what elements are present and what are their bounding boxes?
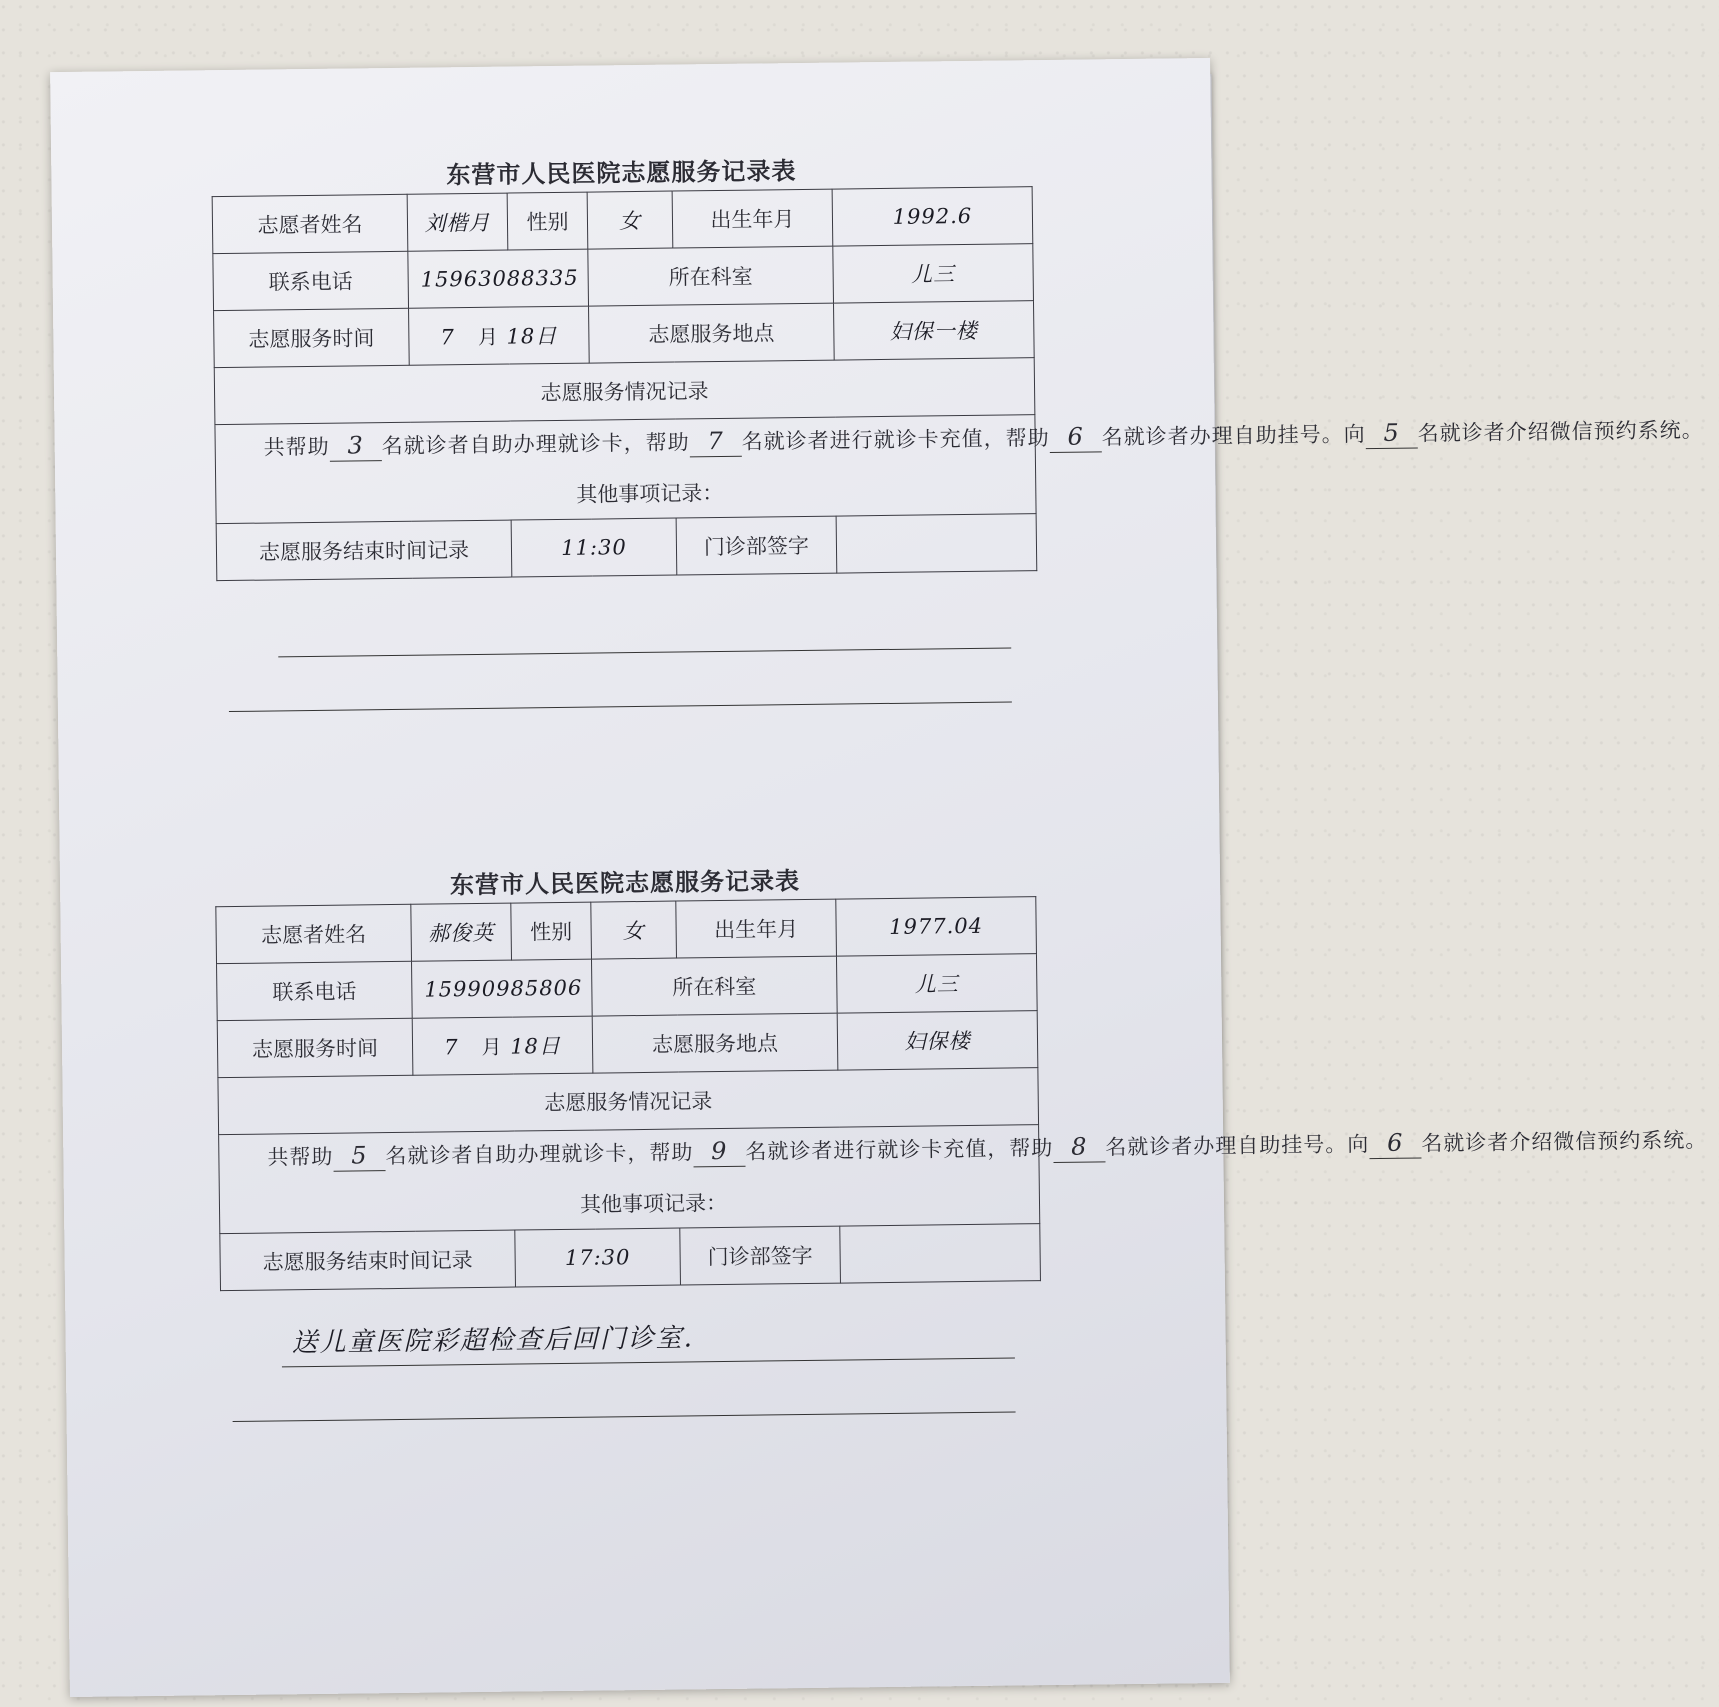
label-phone: 联系电话 <box>217 961 413 1020</box>
form-title: 东营市人民医院志愿服务记录表 <box>449 866 801 900</box>
value-name: 刘楷月 <box>407 193 508 251</box>
count-cards: 5 <box>333 1140 385 1172</box>
value-signature <box>840 1224 1041 1283</box>
service-paragraph: 共帮助 5 名就诊者自助办理就诊卡，帮助 9 名就诊者进行就诊卡充值，帮助 8 名就诊者办理自助挂号。向 6 名就诊者介绍微信预约系统。 <box>219 1125 1039 1182</box>
label-signature: 门诊部签字 <box>680 1226 841 1285</box>
section-heading: 志愿服务情况记录 <box>214 358 1035 425</box>
value-birth: 1977.04 <box>836 897 1037 956</box>
notes-line <box>229 701 1012 712</box>
label-end-time: 志愿服务结束时间记录 <box>216 520 512 581</box>
month-char: 月 <box>477 324 500 349</box>
label-gender: 性别 <box>507 192 588 250</box>
value-end-time: 17:30 <box>515 1228 681 1287</box>
label-service-place: 志愿服务地点 <box>589 303 835 363</box>
service-paragraph: 共帮助 3 名就诊者自助办理就诊卡，帮助 7 名就诊者进行就诊卡充值，帮助 6 名就诊者办理自助挂号。向 5 名就诊者介绍微信预约系统。 <box>215 415 1035 472</box>
record-form-1 <box>211 150 1704 581</box>
label-dept: 所在科室 <box>591 956 837 1016</box>
count-register: 6 <box>1049 421 1101 453</box>
value-service-time <box>409 306 590 365</box>
label-phone: 联系电话 <box>213 251 409 310</box>
value-gender: 女 <box>587 191 673 249</box>
count-wechat: 5 <box>1365 417 1417 449</box>
service-details <box>215 415 1704 524</box>
label-dept: 所在科室 <box>588 246 834 306</box>
value-dept: 儿三 <box>833 244 1034 303</box>
notes-line <box>233 1411 1016 1422</box>
form-title: 东营市人民医院志愿服务记录表 <box>446 156 797 190</box>
value-signature <box>836 514 1037 573</box>
count-cards: 3 <box>330 430 382 462</box>
count-register: 8 <box>1053 1131 1105 1163</box>
value-name: 郝俊英 <box>411 903 512 961</box>
service-day: 18日 <box>506 323 558 349</box>
value-end-time: 11:30 <box>511 518 677 577</box>
label-service-time: 志愿服务时间 <box>214 308 410 367</box>
label-name: 志愿者姓名 <box>216 904 412 963</box>
value-service-place: 妇保楼 <box>837 1011 1038 1070</box>
label-birth: 出生年月 <box>676 899 837 958</box>
value-phone: 15963088335 <box>408 249 589 308</box>
record-table <box>212 186 1704 581</box>
label-birth: 出生年月 <box>672 189 833 248</box>
service-month: 7 <box>443 1035 459 1060</box>
value-phone: 15990985806 <box>412 959 593 1018</box>
value-gender: 女 <box>591 901 677 959</box>
paper-sheet <box>50 58 1708 1697</box>
section-heading: 志愿服务情况记录 <box>218 1068 1039 1135</box>
value-service-place: 妇保一楼 <box>833 301 1034 360</box>
other-notes-label: 其他事项记录： <box>576 480 724 507</box>
count-recharge: 9 <box>693 1136 745 1168</box>
value-birth: 1992.6 <box>832 187 1033 246</box>
record-form-2 <box>215 860 1708 1359</box>
notes-line <box>278 647 1011 657</box>
label-service-place: 志愿服务地点 <box>592 1013 838 1073</box>
service-day: 18日 <box>510 1033 562 1059</box>
value-service-time <box>412 1016 593 1075</box>
other-notes-text: 送儿童医院彩超检查后回门诊室. <box>291 1323 695 1359</box>
count-wechat: 6 <box>1369 1127 1421 1159</box>
service-month: 7 <box>440 325 455 350</box>
label-gender: 性别 <box>511 902 592 960</box>
record-table <box>215 896 1708 1359</box>
label-name: 志愿者姓名 <box>212 194 408 253</box>
month-char: 月 <box>481 1034 503 1059</box>
value-dept: 儿三 <box>836 954 1037 1013</box>
label-service-time: 志愿服务时间 <box>217 1018 413 1077</box>
label-signature: 门诊部签字 <box>676 516 837 575</box>
count-recharge: 7 <box>689 426 741 458</box>
other-notes-label: 其他事项记录： <box>579 1190 728 1217</box>
label-end-time: 志愿服务结束时间记录 <box>220 1230 516 1291</box>
